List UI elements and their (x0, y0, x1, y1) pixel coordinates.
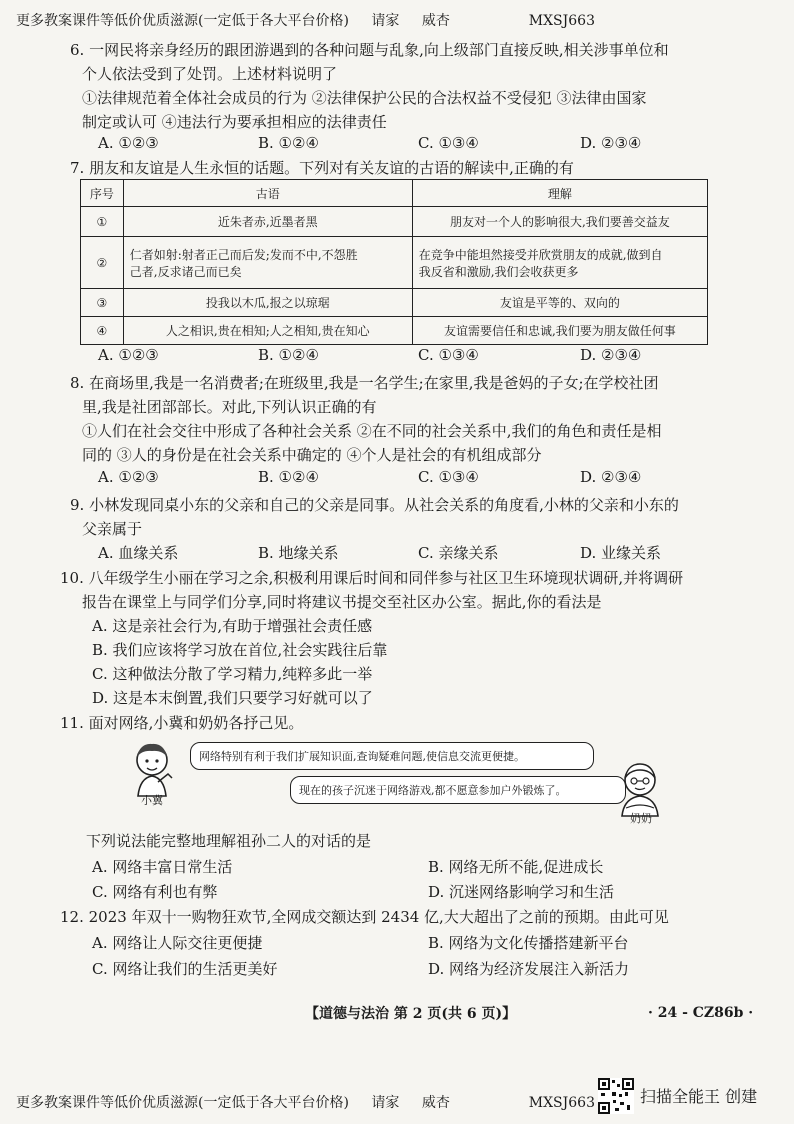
row-meaning-line-1: 在竞争中能坦然接受并欣赏朋友的成就,做到自 (418, 247, 663, 262)
row-meaning: 友谊是平等的、双向的 (412, 289, 707, 317)
boy-name: 小冀 (141, 794, 163, 807)
q9-line-2: 父亲属于 (82, 520, 143, 538)
q6-option-d: D. ②③④ (580, 134, 642, 152)
header-bar (16, 10, 595, 30)
bottom-contact-label: 请家 (371, 1095, 400, 1111)
q11-option-c: C. 网络有利也有弊 (92, 883, 218, 901)
q11-stem: 11. 面对网络,小冀和奶奶各抒己见。 (60, 714, 304, 732)
row-saying-line-2: 己者,反求诸己而已矣 (129, 264, 242, 279)
scanner-watermark: 扫描全能王 创建 (640, 1087, 758, 1106)
q6-line-2: 个人依法受到了处罚。上述材料说明了 (82, 65, 338, 83)
q6-line-3: ①法律规范着全体社会成员的行为 ②法律保护公民的合法权益不受侵犯 ③法律由国家 (82, 89, 647, 107)
q7-stem: 7. 朋友和友谊是人生永恒的话题。下列对有关友谊的古语的解读中,正确的有 (70, 159, 574, 177)
q11-option-d: D. 沉迷网络影响学习和生活 (428, 883, 615, 901)
q11-option-a: A. 网络丰富日常生活 (92, 858, 233, 876)
row-num: ① (81, 207, 124, 237)
q8-line-4: 同的 ③人的身份是在社会关系中确定的 ④个人是社会的有机组成部分 (82, 446, 542, 464)
q6-line-4: 制定或认可 ④违法行为要承担相应的法律责任 (82, 113, 387, 131)
q8-option-d: D. ②③④ (580, 468, 642, 486)
grandma-speech-bubble (290, 776, 626, 804)
table-header-saying: 古语 (123, 180, 412, 207)
q8-line-1: 8. 在商场里,我是一名消费者;在班级里,我是一名学生;在家里,我是爸妈的子女;在学校社团 (70, 374, 659, 392)
row-saying: 投我以木瓜,报之以琼琚 (123, 289, 412, 317)
table-row (81, 289, 708, 317)
table-header-meaning: 理解 (412, 180, 707, 207)
q9-option-d: D. 业缘关系 (580, 544, 662, 562)
header-contact-name: 威杏 (421, 13, 450, 29)
bottom-code: MXSJ663 (528, 1095, 595, 1111)
q9-line-1: 9. 小林发现同桌小东的父亲和自己的父亲是同事。从社会关系的角度看,小林的父亲和小东的 (70, 496, 679, 514)
header-contact-label: 请家 (371, 13, 400, 29)
grandma-speech-text: 现在的孩子沉迷于网络游戏,都不愿意参加户外锻炼了。 (299, 784, 567, 797)
q9-option-b: B. 地缘关系 (258, 544, 339, 562)
q10-option-b: B. 我们应该将学习放在首位,社会实践往后靠 (92, 641, 388, 659)
q8-option-a: A. ①②③ (98, 468, 159, 486)
q10-option-a: A. 这是亲社会行为,有助于增强社会责任感 (92, 617, 373, 635)
q11-option-b: B. 网络无所不能,促进成长 (428, 858, 604, 876)
q7-table (80, 179, 708, 345)
row-saying: 近朱者赤,近墨者黑 (123, 207, 412, 237)
q7-option-c: C. ①③④ (418, 346, 479, 364)
row-num: ④ (81, 317, 124, 345)
boy-icon (128, 738, 176, 798)
bottom-contact-name: 威杏 (421, 1095, 450, 1111)
q12-option-b: B. 网络为文化传播搭建新平台 (428, 934, 629, 952)
q9-option-a: A. 血缘关系 (98, 544, 179, 562)
q9-option-c: C. 亲缘关系 (418, 544, 499, 562)
q11-question: 下列说法能完整地理解祖孙二人的对话的是 (86, 832, 372, 850)
table-header-num: 序号 (81, 180, 124, 207)
table-row (81, 317, 708, 345)
row-saying: 人之相识,贵在相知;人之相知,贵在知心 (123, 317, 412, 345)
row-num: ② (81, 237, 124, 289)
q10-option-c: C. 这种做法分散了学习精力,纯粹多此一举 (92, 665, 373, 683)
row-meaning (412, 237, 707, 289)
header-promo: 更多教案课件等低价优质滋源(一定低于各大平台价格) (16, 13, 349, 29)
paper-code: · 24 - CZ86b · (648, 1005, 754, 1021)
q7-option-b: B. ①②④ (258, 346, 319, 364)
q12-option-c: C. 网络让我们的生活更美好 (92, 960, 278, 978)
q6-option-c: C. ①③④ (418, 134, 479, 152)
bottom-bar (16, 1092, 595, 1112)
q8-option-c: C. ①③④ (418, 468, 479, 486)
grandma-name: 奶奶 (630, 812, 652, 825)
q10-line-1: 10. 八年级学生小丽在学习之余,积极利用课后时间和同伴参与社区卫生环境现状调研,并将调研 (60, 569, 684, 587)
q6-line-1: 6. 一网民将亲身经历的跟团游遇到的各种问题与乱象,向上级部门直接反映,相关涉事单位和 (70, 41, 669, 59)
q7-option-a: A. ①②③ (98, 346, 159, 364)
table-header-row (81, 180, 708, 207)
header-code: MXSJ663 (528, 13, 595, 29)
q12-option-d: D. 网络为经济发展注入新活力 (428, 960, 630, 978)
row-saying (123, 237, 412, 289)
page-footer: 【道德与法治 第 2 页(共 6 页)】 (305, 1006, 517, 1022)
q6-option-b: B. ①②④ (258, 134, 319, 152)
table-row (81, 237, 708, 289)
q6-option-a: A. ①②③ (98, 134, 159, 152)
row-num: ③ (81, 289, 124, 317)
q10-option-d: D. 这是本末倒置,我们只要学习好就可以了 (92, 689, 373, 707)
row-saying-line-1: 仁者如射:射者正己而后发;发而不中,不怨胜 (129, 247, 358, 262)
q10-line-2: 报告在课堂上与同学们分享,同时将建议书提交至社区办公室。据此,你的看法是 (82, 593, 602, 611)
row-meaning-line-2: 我反省和激励,我们会收获更多 (418, 264, 579, 279)
boy-speech-bubble (190, 742, 594, 770)
q8-line-2: 里,我是社团部部长。对此,下列认识正确的有 (82, 398, 377, 416)
q12-option-a: A. 网络让人际交往更便捷 (92, 934, 263, 952)
row-meaning: 友谊需要信任和忠诚,我们要为朋友做任何事 (412, 317, 707, 345)
table-row (81, 207, 708, 237)
bottom-promo: 更多教案课件等低价优质滋源(一定低于各大平台价格) (16, 1095, 349, 1111)
q7-option-d: D. ②③④ (580, 346, 642, 364)
boy-speech-text: 网络特别有利于我们扩展知识面,查询疑难问题,使信息交流更便捷。 (199, 750, 525, 763)
q8-line-3: ①人们在社会交往中形成了各种社会关系 ②在不同的社会关系中,我们的角色和责任是相 (82, 422, 662, 440)
row-meaning: 朋友对一个人的影响很大,我们要善交益友 (412, 207, 707, 237)
q8-option-b: B. ①②④ (258, 468, 319, 486)
q12-stem: 12. 2023 年双十一购物狂欢节,全网成交额达到 2434 亿,大大超出了之前的预期。由此可见 (60, 908, 669, 926)
qr-code-icon (598, 1078, 634, 1118)
